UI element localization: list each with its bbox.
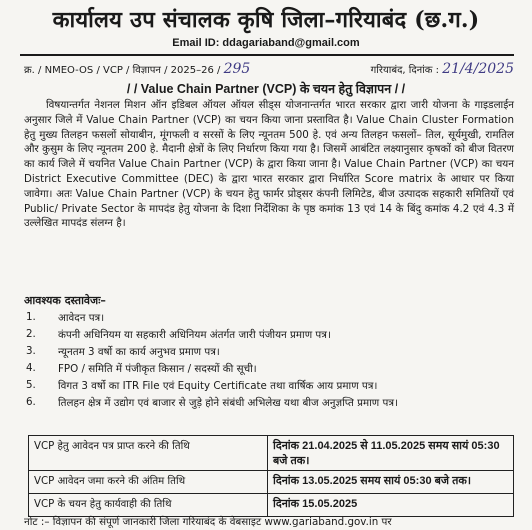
list-item: 6. तिलहन क्षेत्र में उद्योग एवं बाजार से जुड़े होने संबंधी अभिलेख यथा बीज अनुज्ञप्ति प्रमाण पत्र। xyxy=(26,396,398,409)
table-row xyxy=(29,471,514,494)
reference-number-prefix: क्र. / NMEO-OS / VCP / विज्ञापन / 2025–26 / xyxy=(24,65,221,76)
office-email: Email ID: ddagariaband@gmail.com xyxy=(172,37,360,49)
list-item: 3. न्यूनतम 3 वर्षो का कार्य अनुभव प्रमाण पत्र। xyxy=(26,345,220,358)
required-documents-list xyxy=(24,311,514,413)
schedule-value: दिनांक 15.05.2025 xyxy=(268,494,514,517)
place-date xyxy=(371,61,514,77)
schedule-value: दिनांक 21.04.2025 से 11.05.2025 समय सायं 05:30 बजे तक। xyxy=(268,436,514,471)
table-row xyxy=(29,436,514,471)
schedule-value: दिनांक 13.05.2025 समय सायं 05:30 बजे तक। xyxy=(268,471,514,494)
notice-subject: / / Value Chain Partner (VCP) के चयन हेतु विज्ञापन / / xyxy=(126,82,406,96)
reference-line xyxy=(24,59,514,77)
schedule-table xyxy=(28,435,514,517)
list-item: 1. आवेदन पत्र। xyxy=(26,311,105,324)
schedule-label: VCP आवेदन जमा करने की अंतिम तिथि xyxy=(29,471,268,494)
footnote: नोट :– विज्ञापन की संपूर्ण जानकारी जिला गरियाबंद के वेबसाइट www.gariaband.gov.in पर xyxy=(24,516,392,528)
header-divider xyxy=(20,54,514,56)
schedule-label: VCP हेतु आवेदन पत्र प्राप्त करने की तिथि xyxy=(29,436,268,471)
reference-number-handwritten: 295 xyxy=(223,61,251,77)
office-title: कार्यालय उप संचालक कृषि जिला–गरियाबंद (छ.ग.) xyxy=(52,7,480,33)
schedule-label: VCP के चयन हेतु कार्यवाही की तिथि xyxy=(29,494,268,517)
list-item: 4. FPO / समिति में पंजीकृत किसान / सदस्यों की सूची। xyxy=(26,362,257,375)
table-row xyxy=(29,494,514,517)
required-documents-heading: आवश्यक दस्तावेजः– xyxy=(24,294,106,307)
date-handwritten: 21/4/2025 xyxy=(442,61,514,77)
reference-number xyxy=(24,61,250,77)
list-item: 2. कंपनी अधिनियम या सहकारी अधिनियम अंतर्गत जारी पंजीयन प्रमाण पत्र। xyxy=(26,328,331,341)
place-date-label: गरियाबंद, दिनांक : xyxy=(370,65,440,76)
notice-body: विषयान्तर्गत नेशनल मिशन ऑन इडिबल ऑयल ऑयल सीड्स योजनान्तर्गत भारत सरकार द्वारा जारी योजना के गाइडलाईन अनुसार जिले में Value Chain Partner (VCP) का चयन किया जाना प्रस्तावित है। Value Chain Cluster Formation हेतु मुख्य तिलहन फसलों सोयाबीन, मूंगफली व सरसों के लिए न्यूनतम 500 हे. एवं अन्य तिलहन फसलों– तिल, सूर्यमुखी, रामतिल और कुसुम के लिए न्यूनतम 200 हे. मैदानी क्षेत्रों के लिए निर्धारण किया गया है। जिसमें आबंटित लक्ष्यानुसार कृषकों को बीज वितरण का कार्य जिले में चयनित Value Chain Partner (VCP) के द्वारा किया जाना है। Value Chain Partner (VCP) का चयन District Executive Committee (DEC) के द्वारा भारत सरकार द्वारा निर्धारित Score matrix के आधार पर किया जावेगा। अतः Value Chain Partner (VCP) के चयन हेतु फार्मर प्रोड्सर कंपनी लिमिटेड, बीज उत्पादक सहकारी समितियों एवं Public/ Private Sector के मापदंड हेतु योजना के दिशा निर्देशिका के पृष्ठ कमांक 13 एवं 14 के बिंदु कमांक 4.2 एवं 4.3 में उल्लेखित मापदंड संलग्न है। xyxy=(24,99,514,230)
list-item: 5. विगत 3 वर्षो का ITR File एवं Equity Certificate तथा वार्षिक आय प्रमाण पत्र। xyxy=(26,379,378,392)
